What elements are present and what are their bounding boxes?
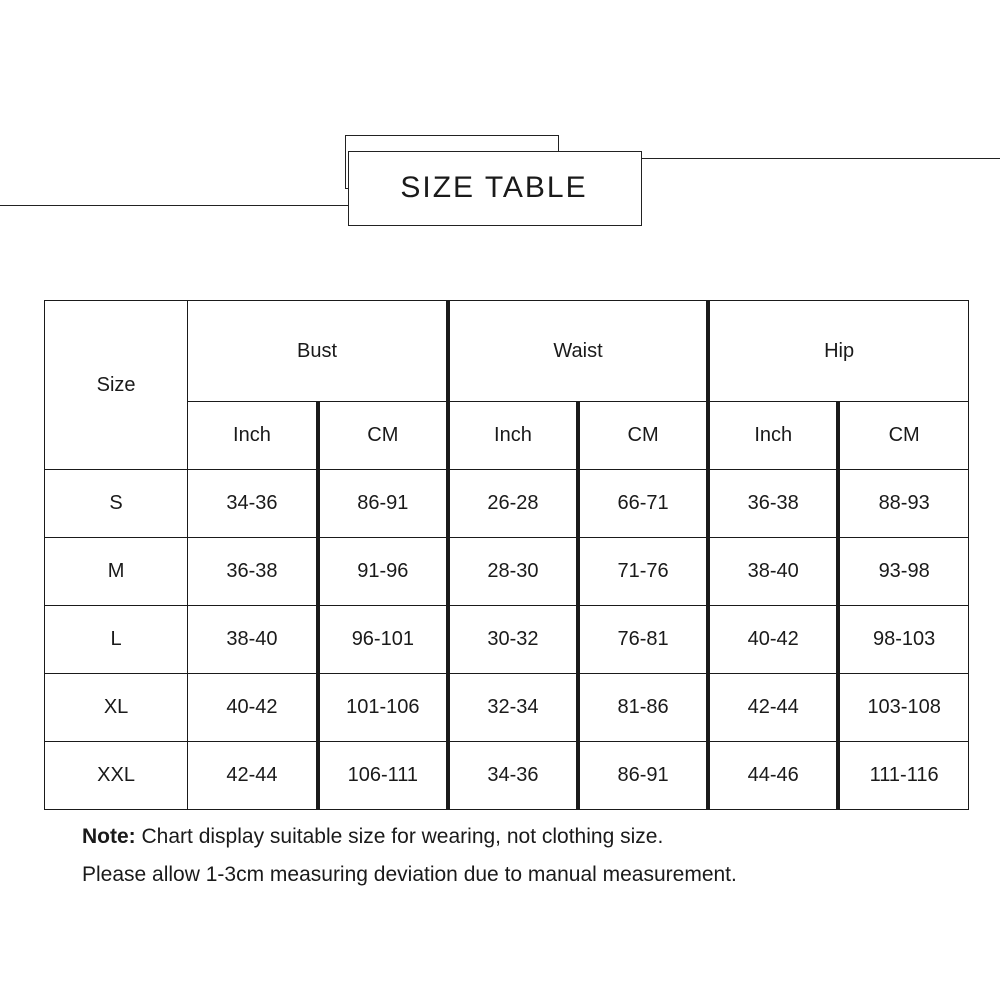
cell-waist-inch: 30-32: [448, 606, 578, 674]
header-bust-inch: Inch: [188, 402, 318, 470]
table-row: [45, 470, 969, 538]
title-decoration-line-right: [605, 158, 1000, 159]
cell-bust-cm: 86-91: [318, 470, 448, 538]
cell-size: M: [45, 538, 188, 606]
cell-bust-inch: 34-36: [188, 470, 318, 538]
size-table: [44, 300, 969, 810]
header-group-bust: Bust: [188, 301, 448, 402]
cell-hip-inch: 36-38: [708, 470, 838, 538]
cell-hip-inch: 40-42: [708, 606, 838, 674]
title-decoration-line-left: [0, 205, 348, 206]
cell-waist-cm: 76-81: [578, 606, 708, 674]
note-line-1: [82, 818, 962, 856]
cell-bust-inch: 38-40: [188, 606, 318, 674]
cell-bust-cm: 101-106: [318, 674, 448, 742]
cell-hip-cm: 103-108: [838, 674, 968, 742]
header-size: Size: [45, 301, 188, 470]
header-hip-inch: Inch: [708, 402, 838, 470]
note-text-1: Chart display suitable size for wearing, not clothing size.: [141, 825, 664, 848]
page-title: SIZE TABLE: [400, 170, 588, 204]
cell-waist-cm: 81-86: [578, 674, 708, 742]
cell-hip-cm: 93-98: [838, 538, 968, 606]
cell-size: XXL: [45, 742, 188, 810]
cell-hip-inch: 42-44: [708, 674, 838, 742]
cell-bust-inch: 36-38: [188, 538, 318, 606]
cell-bust-cm: 96-101: [318, 606, 448, 674]
cell-bust-inch: 42-44: [188, 742, 318, 810]
cell-waist-inch: 28-30: [448, 538, 578, 606]
table-body: [45, 470, 969, 810]
cell-hip-cm: 98-103: [838, 606, 968, 674]
table-head: [45, 301, 969, 470]
header-hip-cm: CM: [838, 402, 968, 470]
cell-waist-cm: 71-76: [578, 538, 708, 606]
table-row: [45, 742, 969, 810]
size-table-container: [44, 300, 969, 810]
cell-waist-cm: 86-91: [578, 742, 708, 810]
cell-bust-cm: 106-111: [318, 742, 448, 810]
cell-hip-inch: 44-46: [708, 742, 838, 810]
cell-waist-inch: 34-36: [448, 742, 578, 810]
note-line-2: Please allow 1-3cm measuring deviation due to manual measurement.: [82, 863, 737, 886]
table-header-row-groups: [45, 301, 969, 402]
cell-hip-cm: 111-116: [838, 742, 968, 810]
table-row: [45, 538, 969, 606]
header-bust-cm: CM: [318, 402, 448, 470]
note-label: Note:: [82, 825, 136, 848]
cell-size: XL: [45, 674, 188, 742]
header-group-hip: Hip: [708, 301, 968, 402]
cell-bust-inch: 40-42: [188, 674, 318, 742]
header-waist-cm: CM: [578, 402, 708, 470]
cell-size: L: [45, 606, 188, 674]
cell-hip-cm: 88-93: [838, 470, 968, 538]
cell-bust-cm: 91-96: [318, 538, 448, 606]
cell-size: S: [45, 470, 188, 538]
header-group-waist: Waist: [448, 301, 708, 402]
table-row: [45, 674, 969, 742]
cell-waist-inch: 32-34: [448, 674, 578, 742]
header-waist-inch: Inch: [448, 402, 578, 470]
cell-waist-inch: 26-28: [448, 470, 578, 538]
title-banner: [0, 110, 1000, 240]
cell-waist-cm: 66-71: [578, 470, 708, 538]
cell-hip-inch: 38-40: [708, 538, 838, 606]
table-row: [45, 606, 969, 674]
note-block: [82, 818, 962, 894]
